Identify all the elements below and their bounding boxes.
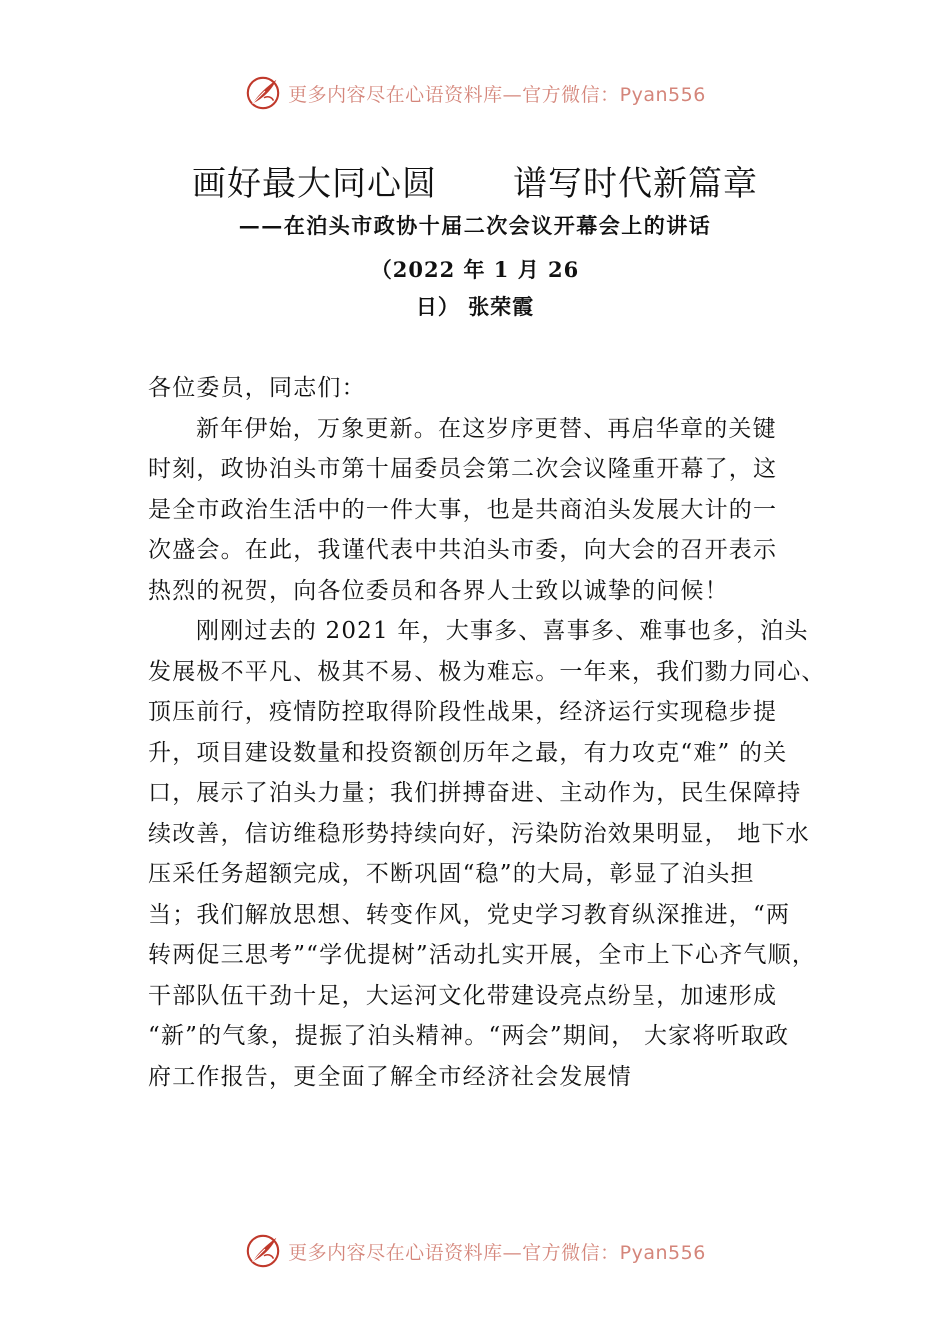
document-subtitle: ——在泊头市政协十届二次会议开幕会上的讲话 (238, 213, 712, 238)
salutation: 各位委员，同志们： (148, 375, 366, 401)
quill-logo-icon (244, 1232, 282, 1270)
paragraph-line: 口，展示了泊头力量；我们拼搏奋进、主动作为，民生保障持 (148, 780, 802, 806)
paragraph-line: 府工作报告，更全面了解全市经济社会发展情 (148, 1063, 632, 1090)
paragraph-line: 热烈的祝贺，向各位委员和各界人士致以诚挚的问候！ (148, 577, 729, 604)
paragraph-line: 时刻，政协泊头市第十届委员会第二次会议隆重开幕了，这 (148, 456, 778, 482)
watermark-text: 更多内容尽在心语资料库—官方微信：Pyan556 (288, 1241, 706, 1264)
watermark-wechat-id: Pyan556 (619, 83, 706, 106)
header-watermark (0, 71, 950, 115)
footer-watermark (0, 1229, 950, 1273)
paragraph-line: 顶压前行，疫情防控取得阶段性战果，经济运行实现稳步提 (148, 699, 778, 725)
paragraph-line: 当；我们解放思想、转变作风，党史学习教育纵深推进，“两 (148, 901, 791, 928)
paragraph-line: 是全市政治生活中的一件大事，也是共商泊头发展大计的一 (148, 496, 778, 523)
paragraph-line: 升，项目建设数量和投资额创历年之最，有力攻克“难” 的关 (148, 739, 788, 766)
paragraph-line: 干部队伍干劲十足，大运河文化带建设亮点纷呈，加速形成 (148, 982, 778, 1009)
paragraph-line: 续改善，信访维稳形势持续向好，污染防治效果明显， 地下水 (148, 820, 810, 847)
quill-logo-icon (244, 74, 282, 112)
paragraph-line: 发展极不平凡、极其不易、极为难忘。一年来，我们勠力同心、 (148, 658, 826, 685)
paragraph-line: “新”的气象，提振了泊头精神。“两会”期间， 大家将听取政 (148, 1023, 790, 1049)
document-body (148, 368, 848, 1097)
title-part-2: 谱写时代新篇章 (513, 164, 758, 204)
paragraph-line: 次盛会。在此，我谨代表中共泊头市委，向大会的召开表示 (148, 537, 778, 563)
paragraph-line: 新年伊始，万象更新。在这岁序更替、再启华章的关键 (196, 415, 777, 442)
paragraph-line: 刚刚过去的 2021 年，大事多、喜事多、难事也多，泊头 (196, 618, 809, 644)
paragraph-line: 转两促三思考”“学优提树”活动扎实开展，全市上下心齐气顺， (148, 942, 817, 968)
paragraph-line: 压采任务超额完成，不断巩固“稳”的大局，彰显了泊头担 (148, 861, 755, 887)
title-part-1: 画好最大同心圆 (192, 164, 437, 204)
watermark-wechat-id: Pyan556 (619, 1241, 706, 1264)
watermark-text: 更多内容尽在心语资料库—官方微信：Pyan556 (288, 83, 706, 106)
date-author-line: 日） 张荣霞 (415, 294, 535, 319)
date-line-1: （2022 年 1 月 26 (370, 257, 580, 282)
document-title (0, 156, 950, 205)
